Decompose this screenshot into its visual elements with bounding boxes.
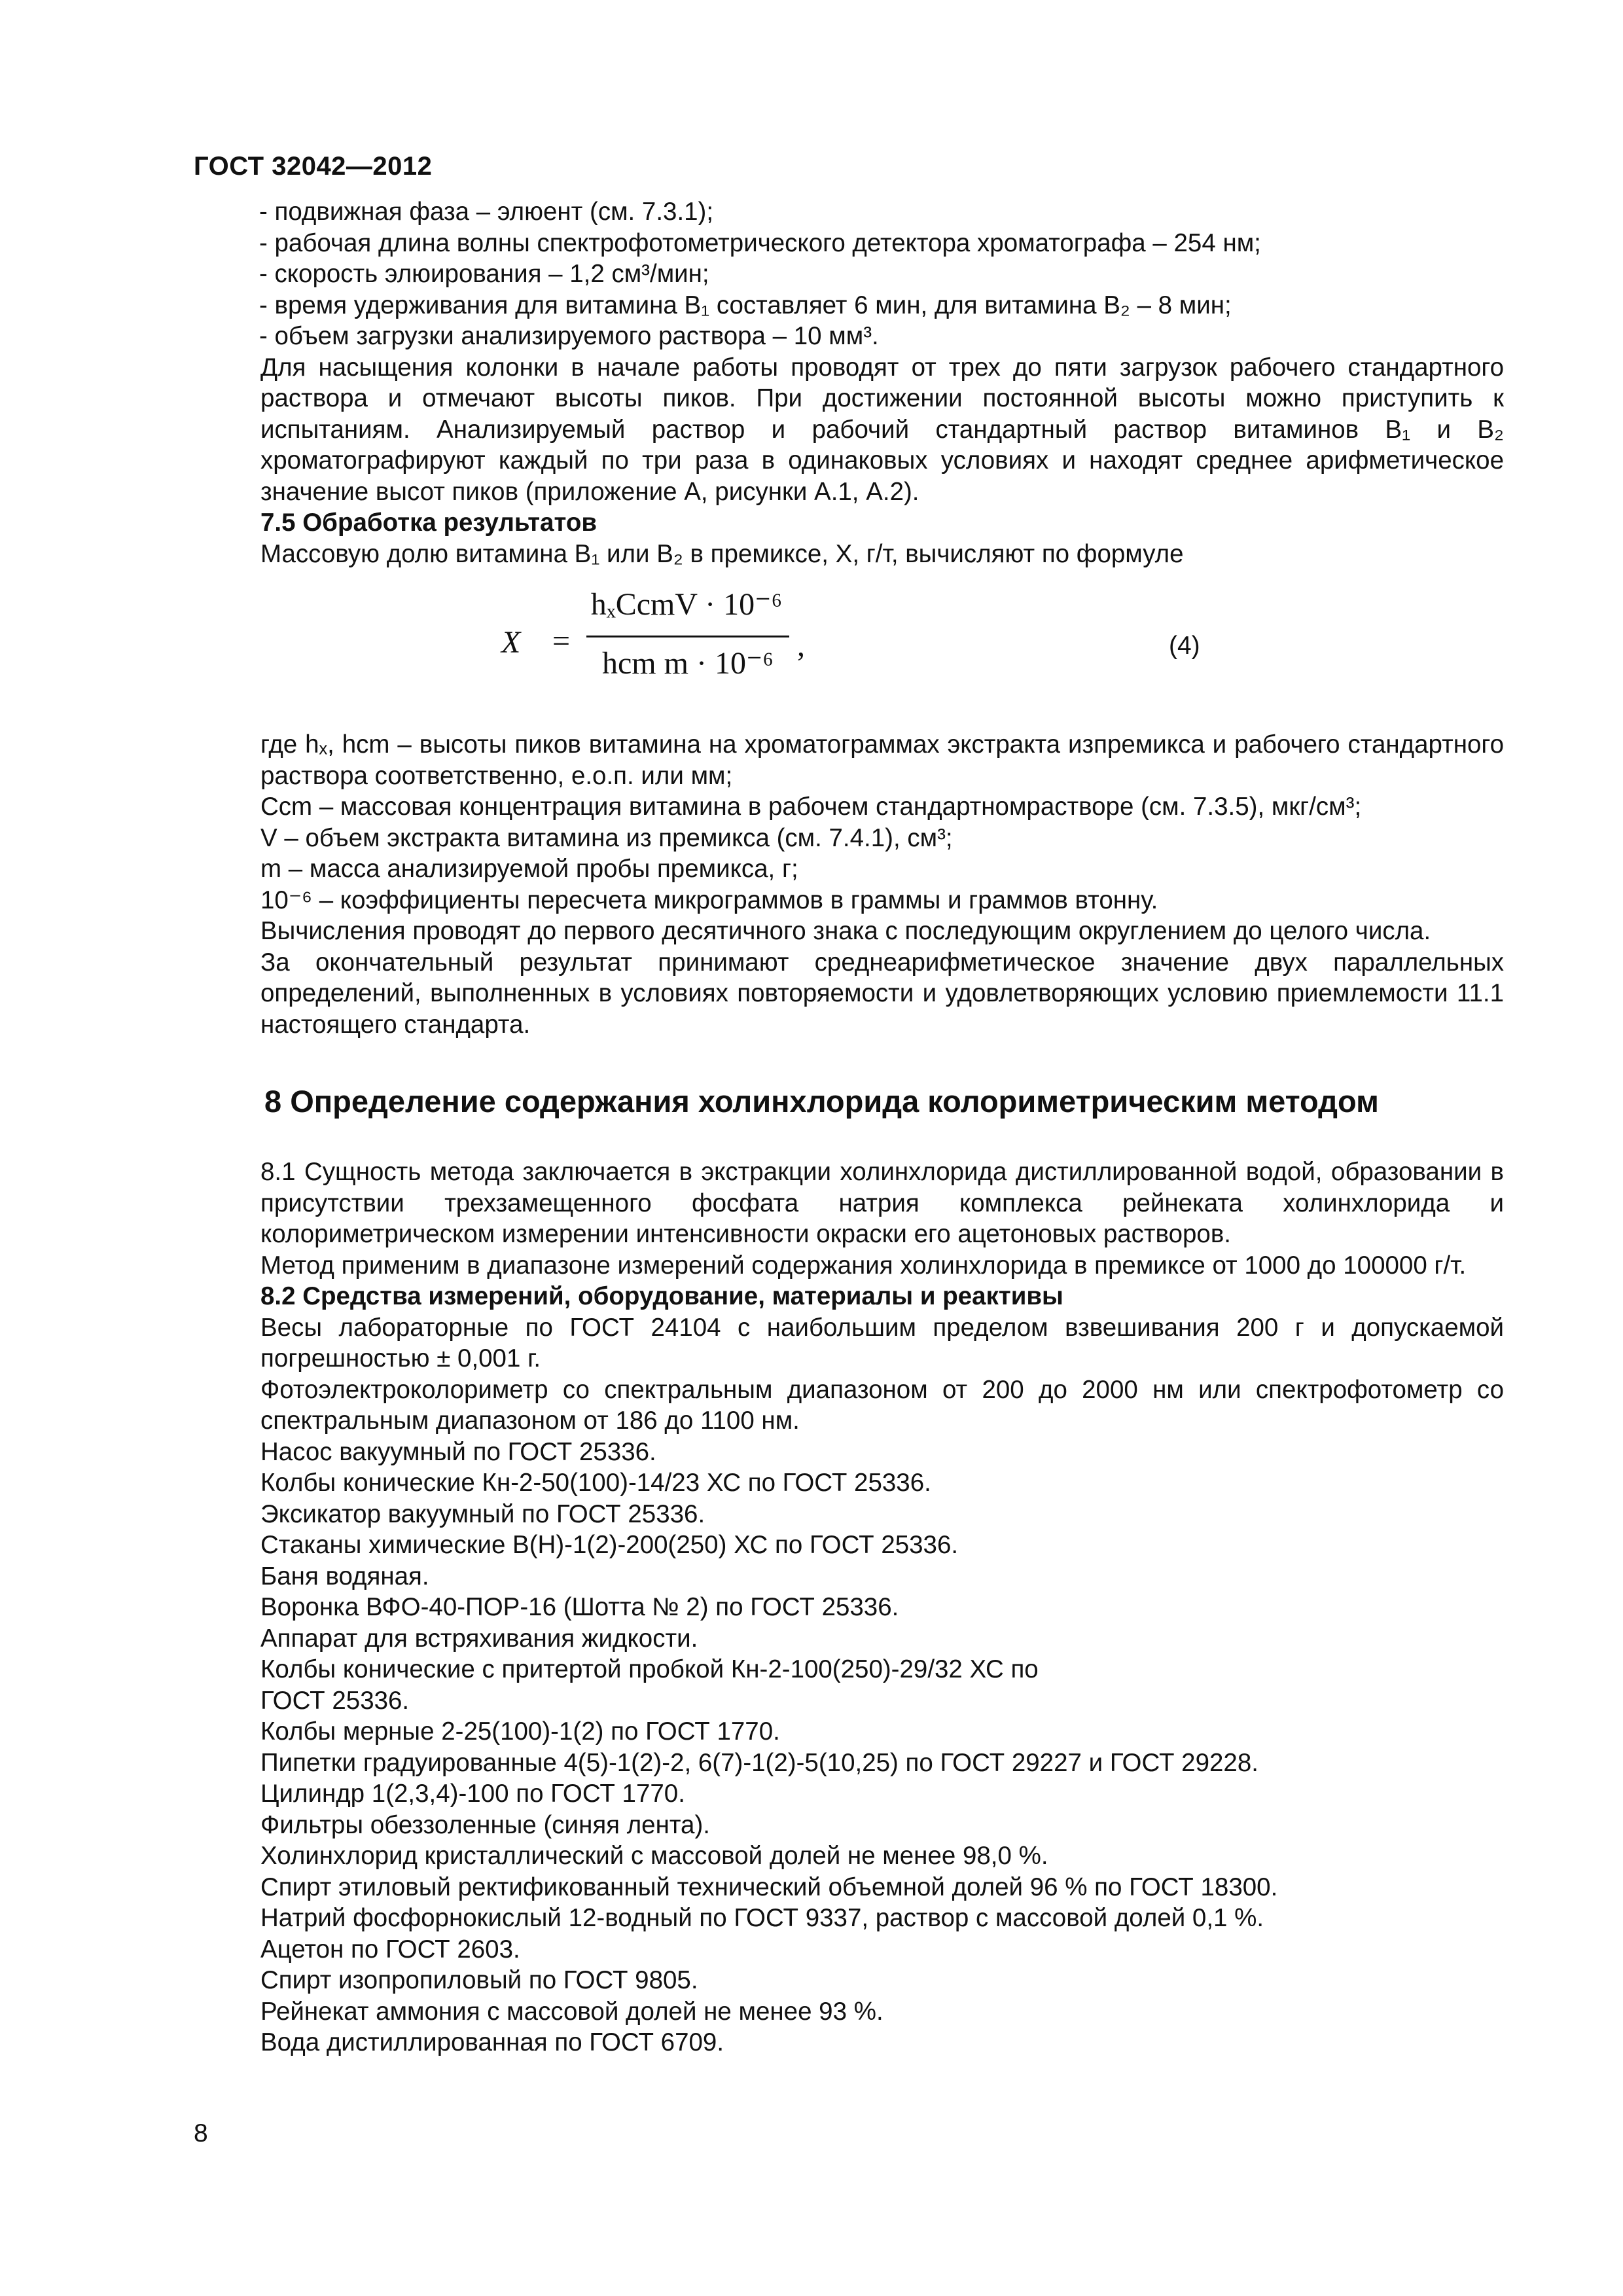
- paragraph-final: За окончательный результат принимают среднеарифметическое значение двух параллельных определений, выполненных в условиях повторяемости и удовлетворяющих условию приемлемости 11.1 настоящего стандарта.: [260, 948, 1504, 1039]
- equipment-item: Рейнекат аммония с массовой долей не менее 93 %.: [260, 1997, 883, 2026]
- paragraph-scales: Весы лабораторные по ГОСТ 24104 с наибольшим пределом взвешивания 200 г и допускаемой погрешностью ± 0,001 г.: [260, 1313, 1504, 1372]
- equipment-item: Колбы мерные 2-25(100)-1(2) по ГОСТ 1770.: [260, 1717, 780, 1746]
- formula-equals: =: [552, 624, 571, 658]
- equipment-item: Цилиндр 1(2,3,4)-100 по ГОСТ 1770.: [260, 1780, 685, 1808]
- equipment-item: Вода дистиллированная по ГОСТ 6709.: [260, 2028, 724, 2056]
- formula-4: [194, 581, 1504, 706]
- equipment-item: Насос вакуумный по ГОСТ 25336.: [260, 1437, 656, 1466]
- equipment-item: Воронка ВФО-40-ПОР-16 (Шотта № 2) по ГОСТ 25336.: [260, 1593, 899, 1621]
- standard-header: ГОСТ 32042—2012: [194, 152, 433, 181]
- equipment-item: Баня водяная.: [260, 1562, 429, 1590]
- equipment-item: Колбы конические Кн-2-50(100)-14/23 ХС по ГОСТ 25336.: [260, 1469, 931, 1497]
- chromatography-params: [194, 196, 1504, 352]
- param-item: - подвижная фаза – элюент (см. 7.3.1);: [259, 198, 714, 226]
- equipment-item: Аппарат для встряхивания жидкости.: [260, 1624, 698, 1653]
- where-item: где hₓ, hcm – высоты пиков витамина на хроматограммах экстракта изпремикса и рабочего стандартного раствора соответственно, е.о.п. или мм;: [260, 730, 1504, 790]
- equipment-item: Эксикатор вакуумный по ГОСТ 25336.: [260, 1499, 705, 1528]
- where-item: 10⁻⁶ – коэффициенты пересчета микрограммов в граммы и граммов втонну.: [260, 886, 1158, 914]
- equipment-item: Холинхлорид кристаллический с массовой долей не менее 98,0 %.: [260, 1842, 1048, 1870]
- subsection-heading-8-2: 8.2 Средства измерений, оборудование, материалы и реактивы: [260, 1282, 1063, 1310]
- formula-denominator: hcm m · 10⁻⁶: [601, 646, 774, 681]
- equipment-item: Стаканы химические В(Н)-1(2)-200(250) ХС по ГОСТ 25336.: [260, 1531, 959, 1559]
- paragraph-8-1-range: Метод применим в диапазоне измерений содержания холинхлорида в премиксе от 1000 до 100000 г/т.: [260, 1251, 1467, 1280]
- param-item: - время удерживания для витамина B₁ составляет 6 мин, для витамина B₂ – 8 мин;: [259, 291, 1232, 319]
- equipment-item: Пипетки градуированные 4(5)-1(2)-2, 6(7)-1(2)-5(10,25) по ГОСТ 29227 и ГОСТ 29228.: [260, 1748, 1258, 1777]
- document-body: [194, 196, 1504, 2058]
- section-heading-8: 8 Определение содержания холинхлорида колориметрическим методом: [264, 1084, 1379, 1119]
- equipment-item: Колбы конические с притертой пробкой Кн-2-100(250)-29/32 ХС по: [260, 1655, 1039, 1683]
- equipment-item: Ацетон по ГОСТ 2603.: [260, 1935, 520, 1964]
- equipment-item: Натрий фосфорнокислый 12-водный по ГОСТ 9337, раствор с массовой долей 0,1 %.: [260, 1904, 1264, 1932]
- page-number: 8: [194, 2119, 208, 2147]
- equipment-item: Спирт этиловый ректификованный технический объемной долей 96 % по ГОСТ 18300.: [260, 1873, 1278, 1901]
- param-item: - скорость элюирования – 1,2 см³/мин;: [259, 260, 709, 288]
- equipment-item: Фильтры обеззоленные (синяя лента).: [260, 1810, 710, 1839]
- formula-numerator: hₓCcmV · 10⁻⁶: [590, 587, 783, 622]
- param-item: - объем загрузки анализируемого раствора – 10 мм³.: [259, 322, 879, 350]
- paragraph-7-5: Массовую долю витамина B₁ или B₂ в премиксе, X, г/т, вычисляют по формуле: [260, 539, 1184, 568]
- formula-comma: ,: [797, 628, 805, 663]
- where-item: V – объем экстракта витамина из премикса (см. 7.4.1), см³;: [260, 823, 953, 852]
- where-item: m – масса анализируемой пробы премикса, г;: [260, 855, 798, 883]
- fraction-bar: [586, 636, 789, 637]
- formula-lhs: X: [501, 625, 521, 660]
- equipment-item: Спирт изопропиловый по ГОСТ 9805.: [260, 1966, 698, 1994]
- paragraph-8-1: 8.1 Сущность метода заключается в экстракции холинхлорида дистиллированной водой, образовании в присутствии трехзамещенного фосфата натрия комплекса рейнеката холинхлорида и колориметрическом измерении интенсивности окраски его ацетоновых растворов.: [260, 1158, 1504, 1248]
- paragraph-calc: Вычисления проводят до первого десятичного знака с последующим округлением до целого числа.: [260, 917, 1431, 945]
- paragraph-photometer: Фотоэлектроколориметр со спектральным диапазоном от 200 до 2000 нм или спектрофотометр со спектральным диапазоном от 186 до 1100 нм.: [260, 1375, 1504, 1435]
- where-list: [194, 729, 1504, 916]
- formula-number: (4): [1169, 632, 1200, 660]
- equipment-list: [194, 1437, 1504, 2058]
- where-item: Ccm – массовая концентрация витамина в рабочем стандартномрастворе (см. 7.3.5), мкг/см³;: [260, 793, 1362, 821]
- param-item: - рабочая длина волны спектрофотометрического детектора хроматографа – 254 нм;: [259, 228, 1261, 257]
- paragraph-saturation: Для насыщения колонки в начале работы проводят от трех до пяти загрузок рабочего стандартного раствора и отмечают высоты пиков. При достижении постоянной высоты можно приступить к испытаниям. Анализируемый раствор и рабочий стандартный раствор витаминов B₁ и B₂ хроматографируют каждый по три раза в одинаковых условиях и находят среднее арифметическое значение высот пиков (приложение А, рисунки А.1, А.2).: [260, 353, 1504, 506]
- equipment-item: ГОСТ 25336.: [260, 1686, 410, 1715]
- subsection-heading-7-5: 7.5 Обработка результатов: [260, 509, 597, 537]
